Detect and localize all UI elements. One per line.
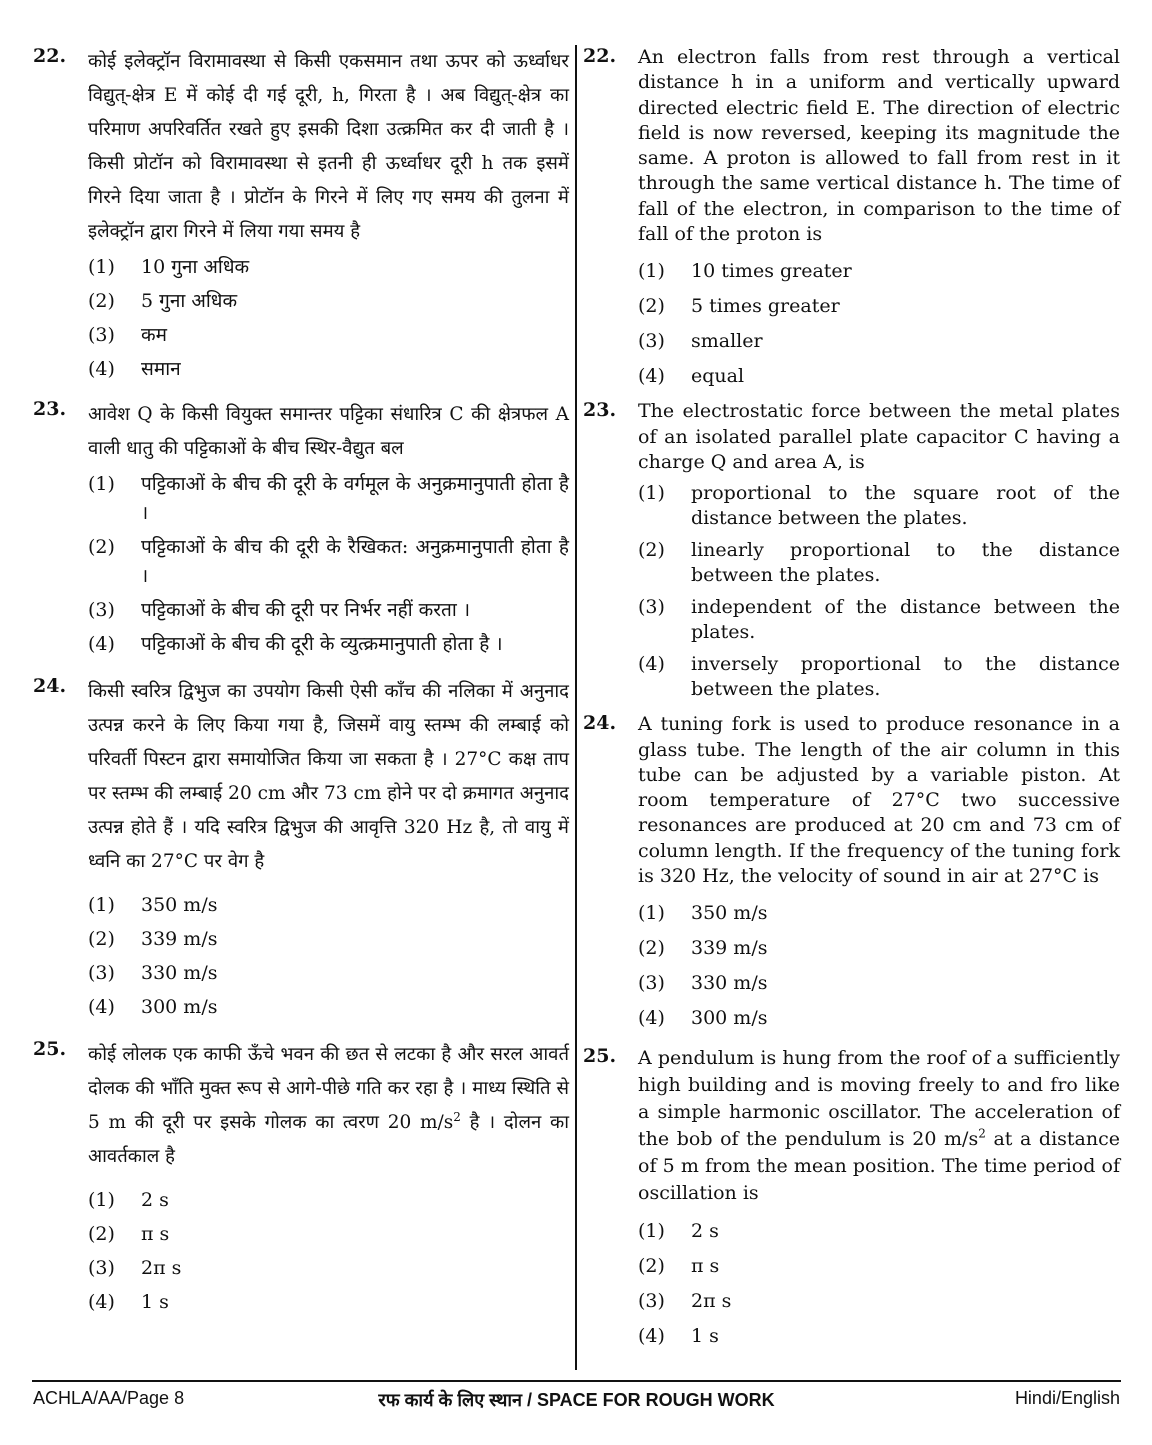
option-text: पट्टिकाओं के बीच की दूरी के वर्गमूल के अनुक्रमानुपाती होता है । [141,473,569,524]
question-text: A tuning fork is used to produce resonance in a glass tube. The length of the air column in this tube can be adjusted by a variable piston. At room temperature of 27°C two successive resonances are produced at 20 cm and 73 cm of column length. If the frequency of the tuning fork is 320 Hz, the velocity of sound in air at 27°C is [638,713,1120,888]
option-text: 5 times greater [691,295,840,318]
question-25-hindi [33,1038,569,1317]
option-number: (2) [88,1223,115,1245]
option [88,321,569,350]
option [638,971,1120,996]
option-number: (4) [88,633,115,655]
option [638,1324,1120,1349]
option-number: (1) [88,894,115,916]
option-number: (2) [88,928,115,950]
question-text: कोई इलेक्ट्रॉन विरामावस्था से किसी एकसमान तथा ऊपर को ऊर्ध्वाधर विद्युत्-क्षेत्र E में कोई दी गई दूरी, h, गिरता है । अब विद्युत्-क्षेत्र का परिमाण अपरिवर्तित रखते हुए इसकी दिशा उत्क्रमित कर दी जाती है । किसी प्रोटॉन को विरामावस्था से इतनी ही ऊर्ध्वाधर दूरी h तक इसमें गिरने दिया जाता है । प्रोटॉन के गिरने में लिए गए समय की तुलना में इलेक्ट्रॉन द्वारा गिरने में लिया गया समय है [88,51,569,242]
question-number: 24. [583,712,617,735]
question-number: 23. [33,398,67,420]
question-number: 25. [33,1038,67,1060]
option [88,253,569,282]
option-text: 2π s [141,1257,182,1279]
option-number: (1) [638,1220,665,1243]
option-number: (4) [638,1007,665,1030]
column-divider [575,45,577,1370]
option-text: inversely proportional to the distance between the plates. [691,653,1120,701]
option [88,891,569,920]
option-text: 339 m/s [691,937,768,960]
hindi-column [33,45,569,1322]
option-text: पट्टिकाओं के बीच की दूरी के व्युत्क्रमानुपाती होता है । [141,633,503,655]
option-number: (1) [638,902,665,925]
options-list [638,1219,1120,1349]
question-23-english [583,399,1120,702]
option-text: 10 times greater [691,260,852,283]
option-number: (2) [88,536,115,558]
option-number: (2) [638,295,665,318]
question-24-english [583,712,1120,1031]
option-text: 330 m/s [141,962,218,984]
option-text: π s [691,1255,720,1278]
option [638,936,1120,961]
option [88,1254,569,1283]
option [88,1220,569,1249]
option-text: 300 m/s [691,1007,768,1030]
question-text: An electron falls from rest through a vertical distance h in a uniform and vertically upward directed electric field E. The direction of electric field is now reversed, keeping its magnitude the same. A proton is allowed to fall from rest in it through the same vertical distance h. The time of fall of the electron, in comparison to the time of fall of the proton is [638,46,1120,246]
option-text: 1 s [141,1291,169,1313]
question-text-part-b: at a distance of 5 m from the mean position. The time period of oscillation is [638,1128,1121,1205]
option [88,470,569,528]
question-text: किसी स्वरित्र द्विभुज का उपयोग किसी ऐसी काँच की नलिका में अनुनाद उत्पन्न करने के लिए किया गया है, जिसमें वायु स्तम्भ की लम्बाई को परिवर्ती पिस्टन द्वारा समायोजित किया जा सकता है । 27°C कक्ष ताप पर स्तम्भ की लम्बाई 20 cm और 73 cm होने पर दो क्रमागत अनुनाद उत्पन्न होते हैं । यदि स्वरित्र द्विभुज की आवृत्ति 320 Hz है, तो वायु में ध्वनि का 27°C पर वेग है [88,681,569,872]
option-number: (3) [638,972,665,995]
option [638,259,1120,284]
option-number: (2) [88,290,115,312]
question-22-english [583,45,1120,389]
option-number: (3) [88,324,115,346]
options-list [88,470,569,659]
option-number: (3) [638,596,665,619]
option-text: 330 m/s [691,972,768,995]
option-text: 350 m/s [691,902,768,925]
option-number: (3) [88,1257,115,1279]
option [638,329,1120,354]
option-number: (2) [638,1255,665,1278]
option-number: (4) [88,358,115,380]
option-number: (3) [638,330,665,353]
option-number: (1) [638,260,665,283]
option [88,993,569,1022]
option-text: कम [141,324,167,346]
option [638,538,1120,588]
question-number: 24. [33,675,67,697]
superscript: 2 [453,1109,461,1124]
option-text: 2 s [691,1220,719,1243]
option-text: 300 m/s [141,996,218,1018]
option-text: 339 m/s [141,928,218,950]
option [638,364,1120,389]
option-text: समान [141,358,181,380]
option-text: smaller [691,330,763,353]
page-code: ACHLA/AA/Page 8 [33,1388,185,1408]
option-text: 2π s [691,1290,732,1313]
option [88,596,569,625]
option [88,925,569,954]
option-text: 1 s [691,1325,719,1348]
option [88,630,569,659]
option-text: independent of the distance between the plates. [691,596,1120,644]
question-number: 22. [583,45,617,67]
option-number: (3) [638,1290,665,1313]
option-number: (4) [88,996,115,1018]
options-list [88,891,569,1022]
superscript: 2 [978,1127,986,1142]
option [88,355,569,384]
question-text-part-b: है । दोलन का आवर्तकाल है [88,1112,569,1167]
options-list [88,253,569,384]
question-text: आवेश Q के किसी वियुक्त समान्तर पट्टिका संधारित्र C की क्षेत्रफल A वाली धातु की पट्टिकाओं के बीच स्थिर-वैद्युत बल [88,404,569,459]
question-22-hindi [33,45,569,384]
option [638,294,1120,319]
footer-rule [32,1380,1121,1382]
language-label: Hindi/English [1014,1388,1120,1408]
option-number: (4) [638,1325,665,1348]
option-number: (1) [88,473,115,495]
option-text: π s [141,1223,170,1245]
option [88,1288,569,1317]
option [88,959,569,988]
question-number: 23. [583,399,617,422]
option-number: (4) [638,365,665,388]
option-text: linearly proportional to the distance between the plates. [691,539,1120,587]
option [638,652,1120,702]
option-text: proportional to the square root of the distance between the plates. [691,482,1120,530]
option [88,533,569,591]
options-list [638,481,1120,702]
rough-work-label: रफ कार्य के लिए स्थान / SPACE FOR ROUGH WORK [378,1390,775,1410]
option-text: पट्टिकाओं के बीच की दूरी पर निर्भर नहीं करता । [141,599,471,621]
option-text: 5 गुना अधिक [141,290,238,312]
option [638,595,1120,645]
question-text [638,1045,1120,1207]
option-text: equal [691,365,745,388]
option-number: (4) [638,653,665,676]
option-number: (1) [88,1189,115,1211]
option [638,1254,1120,1279]
page-footer [33,1388,1120,1416]
option-number: (2) [638,539,665,562]
option-text: 350 m/s [141,894,218,916]
option [88,287,569,316]
option-number: (1) [88,256,115,278]
option-number: (1) [638,482,665,505]
question-text: The electrostatic force between the metal plates of an isolated parallel plate capacitor C having a charge Q and area A, is [638,400,1120,473]
question-text-part-a: A pendulum is hung from the roof of a sufficiently high building and is moving freely to and fro like a simple harmonic oscillator. The acceleration of the bob of the pendulum is 20 m/s [638,1047,1120,1151]
options-list [638,901,1120,1031]
question-25-english [583,1045,1120,1349]
question-24-hindi [33,675,569,1022]
option-number: (3) [88,599,115,621]
option [638,1006,1120,1031]
options-list [638,259,1120,389]
option-number: (2) [638,937,665,960]
options-list [88,1186,569,1317]
question-23-hindi [33,398,569,659]
option [638,1289,1120,1314]
option [638,1219,1120,1244]
question-text [88,1038,569,1174]
option-text: पट्टिकाओं के बीच की दूरी के रैखिकत: अनुक्रमानुपाती होता है । [141,536,569,587]
option-text: 2 s [141,1189,169,1211]
question-number: 25. [583,1045,617,1068]
option-number: (4) [88,1291,115,1313]
option-number: (3) [88,962,115,984]
option [638,481,1120,531]
english-column [583,45,1120,1359]
option [88,1186,569,1215]
option-text: 10 गुना अधिक [141,256,250,278]
question-text-part-a: कोई लोलक एक काफी ऊँचे भवन की छत से लटका है और सरल आवर्त दोलक की भाँति मुक्त रूप से आगे-पीछे गति कर रहा है । माध्य स्थिति से 5 m की दूरी पर इसके गोलक का त्वरण 20 m/s [88,1044,569,1133]
question-number: 22. [33,45,67,67]
option [638,901,1120,926]
